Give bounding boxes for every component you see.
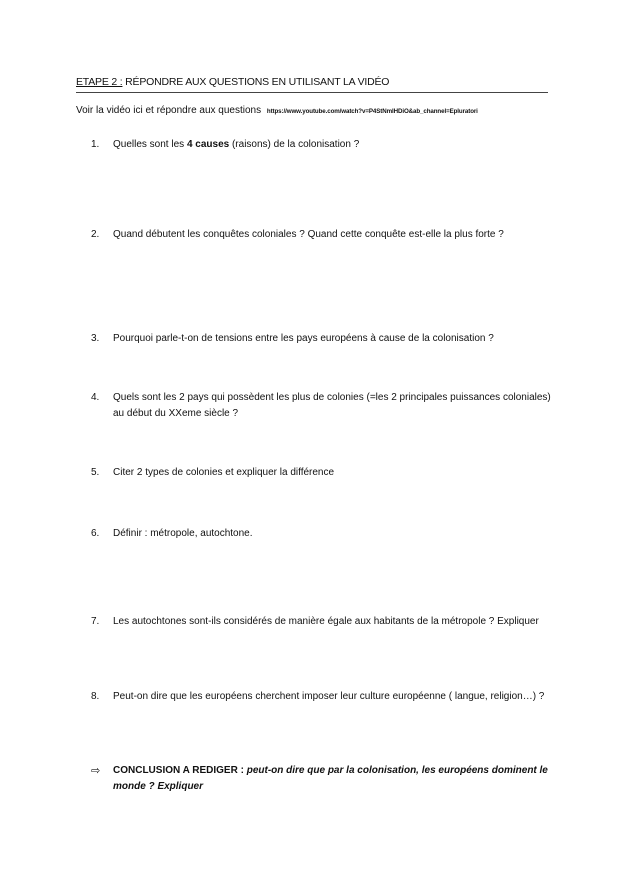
question-number: 3. — [91, 333, 100, 344]
question-number: 7. — [91, 616, 100, 627]
conclusion-text — [113, 763, 551, 795]
question-3 — [91, 331, 551, 347]
question-number: 1. — [91, 139, 100, 150]
arrow-right-icon: ⇨ — [91, 765, 101, 777]
question-text: Définir : métropole, autochtone. — [113, 528, 253, 539]
question-emphasis: 4 causes — [186, 139, 230, 150]
question-number: 5. — [91, 467, 100, 478]
question-8 — [91, 689, 551, 705]
question-number: 4. — [91, 392, 100, 403]
question-number: 8. — [91, 691, 100, 702]
question-2 — [91, 227, 551, 243]
question-text: Les autochtones sont-ils considérés de manière égale aux habitants de la métropole ? Expliquer — [113, 616, 539, 627]
conclusion-block — [91, 763, 551, 795]
question-1 — [91, 137, 551, 153]
question-text: Quand débutent les conquêtes coloniales ? Quand cette conquête est-elle la plus forte ? — [113, 229, 504, 240]
question-number: 2. — [91, 229, 100, 240]
question-text: Citer 2 types de colonies et expliquer la différence — [113, 467, 335, 478]
question-number: 6. — [91, 528, 100, 539]
question-5 — [91, 465, 551, 481]
step-label: ETAPE 2 : — [76, 76, 123, 88]
instruction-text: Voir la vidéo ici et répondre aux questions — [76, 105, 262, 116]
video-instruction — [76, 105, 556, 116]
question-text: Quelles sont les 4 causes (raisons) de la colonisation ? — [113, 139, 360, 150]
conclusion-label: CONCLUSION A REDIGER : — [113, 765, 244, 776]
question-text: Pourquoi parle-t-on de tensions entre les pays européens à cause de la colonisation ? — [113, 333, 494, 344]
question-4 — [91, 390, 551, 422]
question-text: Quels sont les 2 pays qui possèdent les plus de colonies (=les 2 principales puissances coloniales) au début du XXeme siècle ? — [113, 392, 551, 419]
video-link[interactable]: https://www.youtube.com/watch?v=P4StNmIHDiO&ab_channel=Epluratori — [266, 108, 478, 115]
conclusion-question: peut-on dire que par la colonisation, les européens dominent le monde ? Expliquer — [113, 765, 548, 792]
question-6 — [91, 526, 551, 542]
section-heading — [76, 76, 548, 93]
question-7 — [91, 614, 551, 630]
step-title: RÉPONDRE AUX QUESTIONS EN UTILISANT LA VIDÉO — [122, 76, 390, 88]
question-text: Peut-on dire que les européens cherchent imposer leur culture européenne ( langue, religion…) ? — [113, 691, 545, 702]
